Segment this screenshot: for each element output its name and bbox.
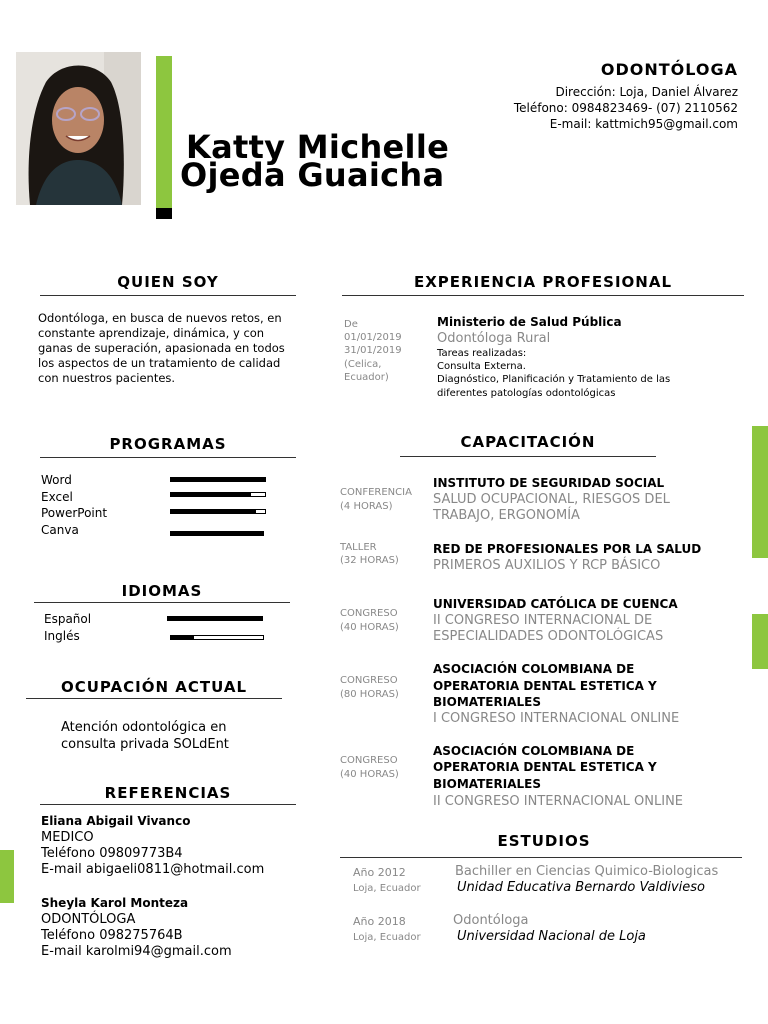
training-org: ASOCIACIÓN COLOMBIANA DE [433,662,635,676]
study-school: Universidad Nacional de Loja [457,929,646,944]
training-type: CONFERENCIA [340,487,412,498]
training-type: CONGRESO [340,608,398,619]
profile-photo [16,52,141,205]
training-desc: I CONGRESO INTERNACIONAL ONLINE [433,711,680,726]
referencias-title: REFERENCIAS [104,784,232,802]
study-place: Loja, Ecuador [353,883,421,894]
training-type: CONGRESO [340,675,398,686]
experiencia-date-line: (Celica, [344,359,382,370]
reference-phone: Teléfono 098275764B [41,928,183,943]
last-name: Ojeda Guaicha [180,156,445,194]
program-bar [170,492,266,497]
program-bar [170,509,266,514]
reference-email: E-mail abigaeli0811@hotmail.com [41,862,265,877]
training-org: BIOMATERIALES [433,777,541,791]
contact-address: Dirección: Loja, Daniel Álvarez [555,85,738,99]
right-accent-bar-bottom [752,614,768,669]
estudios-rule [340,857,742,858]
study-degree: Odontóloga [453,913,529,928]
reference-name: Sheyla Karol Monteza [41,896,189,910]
capacitacion-rule [400,456,656,457]
training-hours: (32 HORAS) [340,555,399,566]
program-label: Excel [41,490,73,504]
reference-role: ODONTÓLOGA [41,912,136,927]
program-bar [170,477,266,482]
training-type: CONGRESO [340,755,398,766]
training-org: OPERATORIA DENTAL ESTETICA Y [433,679,657,693]
right-accent-bar-top [752,426,768,558]
training-type: TALLER [340,542,377,553]
experiencia-date-line: 31/01/2019 [344,345,402,356]
training-desc: TRABAJO, ERGONOMÍA [433,508,580,523]
left-accent-bar [0,850,14,903]
experiencia-detail-line: diferentes patologías odontológicas [437,388,616,399]
reference-phone: Teléfono 09809773B4 [41,846,183,861]
training-desc: II CONGRESO INTERNACIONAL DE [433,613,653,628]
ocupacion-line-1: Atención odontológica en [61,720,227,735]
language-label: Español [44,612,92,626]
experiencia-detail-line: Tareas realizadas: [437,348,527,359]
programas-rule [40,457,296,458]
language-bar [170,635,264,640]
language-bar [167,616,263,621]
quien-soy-title: QUIEN SOY [117,273,219,291]
experiencia-title: EXPERIENCIA PROFESIONAL [413,273,673,291]
training-org: OPERATORIA DENTAL ESTETICA Y [433,760,657,774]
training-hours: (40 HORAS) [340,769,399,780]
experiencia-position: Odontóloga Rural [437,331,551,346]
study-year: Año 2018 [353,915,406,928]
job-title: ODONTÓLOGA [600,60,738,79]
experiencia-date-line: 01/01/2019 [344,332,402,343]
study-school: Unidad Educativa Bernardo Valdivieso [457,880,705,895]
study-year: Año 2012 [353,866,406,879]
header-accent-block [156,208,172,219]
program-bar [170,531,264,536]
quien-soy-rule [40,295,296,296]
training-desc: ESPECIALIDADES ODONTOLÓGICAS [433,629,664,644]
training-hours: (4 HORAS) [340,501,393,512]
first-name: Katty Michelle [186,128,450,166]
idiomas-rule [34,602,290,603]
reference-email: E-mail karolmi94@gmail.com [41,944,232,959]
training-desc: PRIMEROS AUXILIOS Y RCP BÁSICO [433,558,661,573]
reference-name: Eliana Abigail Vivanco [41,814,191,828]
reference-role: MEDICO [41,830,94,845]
referencias-rule [40,804,296,805]
language-label: Inglés [44,629,80,643]
experiencia-date-line: Ecuador) [344,372,389,383]
training-org: RED DE PROFESIONALES POR LA SALUD [433,542,702,556]
study-degree: Bachiller en Ciencias Quimico-Biologicas [455,864,719,879]
training-org: ASOCIACIÓN COLOMBIANA DE [433,744,635,758]
training-org: INSTITUTO DE SEGURIDAD SOCIAL [433,476,665,490]
contact-email: E-mail: kattmich95@gmail.com [549,117,738,131]
quien-soy-text: Odontóloga, en busca de nuevos retos, en constante aprendizaje, dinámica, y con ganas de superación, apasionada en todos los aspectos de un tratamiento de calidad con nuestros pacientes. [38,311,285,385]
header-accent-bar [156,56,172,208]
programas-title: PROGRAMAS [109,435,227,453]
study-place: Loja, Ecuador [353,932,421,943]
program-label: Canva [41,523,79,537]
capacitacion-title: CAPACITACIÓN [460,433,596,451]
program-label: Word [41,473,72,487]
experiencia-org: Ministerio de Salud Pública [437,315,622,329]
training-desc: SALUD OCUPACIONAL, RIESGOS DEL [433,492,670,507]
experiencia-date-line: De [344,319,358,330]
ocupacion-title: OCUPACIÓN ACTUAL [60,678,248,696]
training-org: BIOMATERIALES [433,695,541,709]
experiencia-rule [342,295,744,296]
training-hours: (40 HORAS) [340,622,399,633]
ocupacion-line-2: consulta privada SOLdEnt [61,737,229,752]
training-hours: (80 HORAS) [340,689,399,700]
contact-phone: Teléfono: 0984823469- (07) 2110562 [513,101,738,115]
experiencia-detail-line: Consulta Externa. [437,361,526,372]
idiomas-title: IDIOMAS [121,582,203,600]
training-org: UNIVERSIDAD CATÓLICA DE CUENCA [433,597,678,611]
training-desc: II CONGRESO INTERNACIONAL ONLINE [433,794,684,809]
experiencia-detail-line: Diagnóstico, Planificación y Tratamiento de las [437,374,671,385]
program-label: PowerPoint [41,506,108,520]
ocupacion-rule [26,698,282,699]
estudios-title: ESTUDIOS [497,832,591,850]
